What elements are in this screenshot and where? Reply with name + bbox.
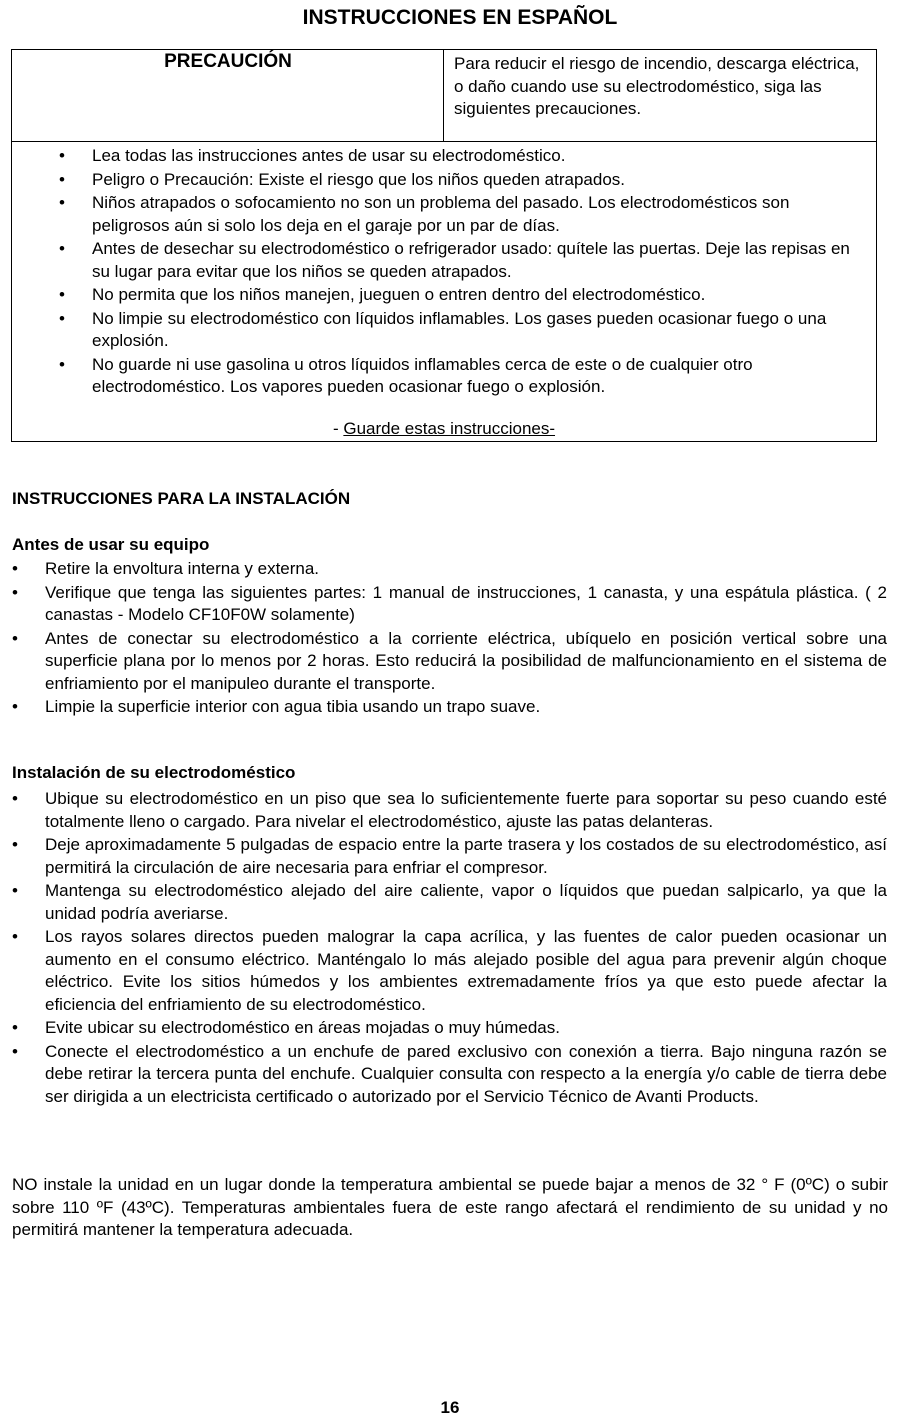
list-item: • Evite ubicar su electrodoméstico en áreas mojadas o muy húmedas.: [45, 1017, 887, 1040]
list-item: • Peligro o Precaución: Existe el riesgo que los niños queden atrapados.: [92, 169, 867, 192]
temperature-note: NO instale la unidad en un lugar donde la temperatura ambiental se puede bajar a menos de 32 ° F (0ºC) o subir sobre 110 ºF (43ºC). Temperaturas ambientales fuera de este rango afectará el rendimiento de su unidad y no permitirá mantener la temperatura adecuada.: [12, 1175, 888, 1239]
list-item: • Mantenga su electrodoméstico alejado del aire caliente, vapor o líquidos que puedan salpicarlo, ya que la unidad podría averiarse.: [45, 880, 887, 925]
caution-list: [92, 145, 867, 400]
save-instructions-note: [12, 419, 876, 439]
list-item: • Antes de desechar su electrodoméstico o refrigerador usado: quítele las puertas. Deje las repisas en su lugar para evitar que los niños se queden atrapados.: [92, 238, 867, 283]
save-instructions-prefix: -: [332, 419, 344, 438]
list-item: • Niños atrapados o sofocamiento no son un problema del pasado. Los electrodomésticos son peligrosos aún si solo los deja en el garaje por un par de días.: [92, 192, 867, 237]
page-number: 16: [440, 1398, 460, 1417]
list-item: • Conecte el electrodoméstico a un enchufe de pared exclusivo con conexión a tierra. Bajo ninguna razón se debe retirar la tercera punta del enchufe. Cualquier consulta con respecto a la energía y/o cable de tierra debe ser dirigida a un electricista certificado o autorizado por el Servicio Técnico de Avanti Products.: [45, 1041, 887, 1109]
setup-list: [45, 788, 887, 1109]
page-title: INSTRUCCIONES EN ESPAÑOL: [302, 6, 618, 29]
before-use-list: [45, 558, 887, 720]
caution-header: [12, 50, 876, 142]
list-item: • No limpie su electrodoméstico con líquidos inflamables. Los gases pueden ocasionar fuego o una explosión.: [92, 308, 867, 353]
list-item: • Retire la envoltura interna y externa.: [45, 558, 887, 581]
list-item: • Limpie la superficie interior con agua tibia usando un trapo suave.: [45, 696, 887, 719]
list-item: • Antes de conectar su electrodoméstico a la corriente eléctrica, ubíquelo en posición vertical sobre una superficie plana por lo menos por 2 horas. Esto reducirá la posibilidad de malfuncionamiento en el sistema de enfriamiento por el manipuleo durante el transporte.: [45, 628, 887, 696]
list-item: • Ubique su electrodoméstico en un piso que sea lo suficientemente fuerte para soportar su peso cuando esté totalmente lleno o cargado. Para nivelar el electrodoméstico, ajuste las patas delanteras.: [45, 788, 887, 833]
list-item: • No guarde ni use gasolina u otros líquidos inflamables cerca de este o de cualquier otro electrodoméstico. Los vapores pueden ocasionar fuego o explosión.: [92, 354, 867, 399]
caution-heading-cell: [12, 50, 444, 141]
installation-heading: INSTRUCCIONES PARA LA INSTALACIÓN: [12, 489, 351, 508]
list-item: • Verifique que tenga las siguientes partes: 1 manual de instrucciones, 1 canasta, y una espátula plástica. ( 2 canastas - Modelo CF10F0W solamente): [45, 582, 887, 627]
setup-heading: Instalación de su electrodoméstico: [12, 763, 296, 782]
save-instructions-text: Guarde estas instrucciones-: [343, 419, 556, 438]
list-item: • Los rayos solares directos pueden malograr la capa acrílica, y las fuentes de calor pueden ocasionar un aumento en el consumo eléctrico. Manténgalo lo más alejado posible del agua para prevenir algún choque eléctrico. Evite los sitios húmedos y los ambientes extremadamente fríos ya que esto puede afectar la eficiencia del enfriamiento de su electrodoméstico.: [45, 926, 887, 1016]
list-item: • Lea todas las instrucciones antes de usar su electrodoméstico.: [92, 145, 867, 168]
before-use-heading: Antes de usar su equipo: [12, 535, 210, 554]
list-item: • No permita que los niños manejen, jueguen o entren dentro del electrodoméstico.: [92, 284, 867, 307]
caution-heading: PRECAUCIÓN: [164, 51, 292, 72]
list-item: • Deje aproximadamente 5 pulgadas de espacio entre la parte trasera y los costados de su electrodoméstico, así permitirá la circulación de aire necesaria para enfriar el compresor.: [45, 834, 887, 879]
caution-intro: Para reducir el riesgo de incendio, descarga eléctrica, o daño cuando use su electrodoméstico, siga las siguientes precauciones.: [454, 54, 860, 118]
caution-box: [11, 49, 877, 442]
